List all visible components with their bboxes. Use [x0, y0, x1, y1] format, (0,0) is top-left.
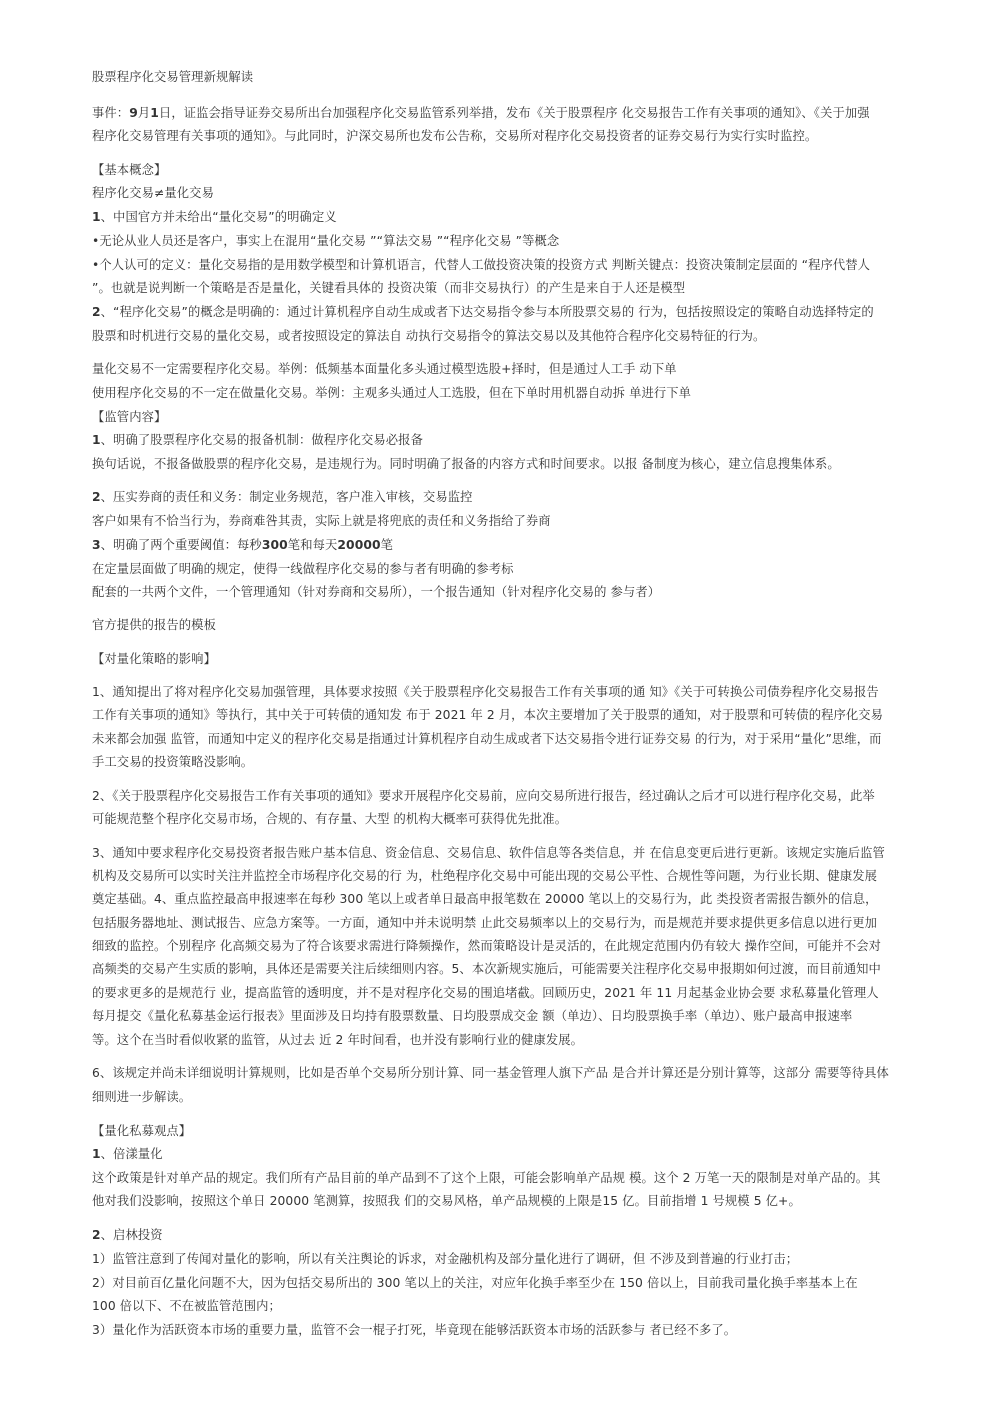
item-number: 3	[92, 538, 101, 552]
view-1-name	[92, 1145, 163, 1163]
item-number: 1	[92, 210, 101, 224]
view-2-line-2: 2）对目前百亿量化问题不大，因为包括交易所出的 300 笔以上的关注，对应年化换手率至少在 150 倍以上，目前我司量化换手率基本上在	[92, 1276, 858, 1290]
paragraph-line: 工作有关事项的通知》等执行，其中关于可转债的通知发 布于 2021 年 2 月，本次主要增加了关于股票的通知，对于股票和可转债的程序化交易	[92, 708, 884, 722]
event-line-2: 程序化交易管理有关事项的通知》。与此同时，沪深交易所也发布公告称，交易所对程序化交易投资者的证券交易行为实行实时监控。	[92, 129, 818, 143]
concept-item-2-line-1	[92, 303, 874, 321]
view-2-name	[92, 1226, 163, 1244]
event-text: 日，证监会指导证券交易所出台加强程序化交易监管系列举措，发布《关于股票程序 化交易报告工作有关事项的通知》、《关于加强	[158, 106, 870, 120]
supervision-item-1	[92, 431, 423, 449]
paragraph-line: 细致的监控。个别程序 化高频交易为了符合该要求需进行降频操作，然而策略设计是灵活的，在此规定范围内仍有较大 操作空间，可能并不会对	[92, 939, 882, 953]
concept-item-2-line-2: 股票和时机进行交易的量化交易，或者按照设定的算法自 动执行交易指令的算法交易以及其他符合程序化交易特征的行为。	[92, 329, 766, 343]
supervision-item-3	[92, 536, 393, 554]
item-text: 、中国官方并未给出“量化交易”的明确定义	[100, 210, 337, 224]
event-date-month: 9	[129, 106, 138, 120]
supervision-item-3-desc: 在定量层面做了明确的规定，使得一线做程序化交易的参与者有明确的参考标	[92, 562, 514, 576]
section-heading-supervision: 【监管内容】	[92, 410, 167, 424]
event-line-1	[92, 104, 870, 122]
paragraph-line: 的要求更多的是规范行 业，提高监管的透明度，并不是对程序化交易的围追堵截。回顾历史，2021 年 11 月起基金业协会要 求私募量化管理人	[92, 986, 879, 1000]
item-number: 1	[92, 433, 101, 447]
supervision-item-1-desc: 换句话说，不报备做股票的程序化交易，是违规行为。同时明确了报备的内容方式和时间要求。以报 备制度为核心，建立信息搜集体系。	[92, 457, 840, 471]
paragraph-line: 2、《关于股票程序化交易报告工作有关事项的通知》要求开展程序化交易前，应向交易所进行报告，经过确认之后才可以进行程序化交易，此举	[92, 789, 875, 803]
item-text: 、启林投资	[100, 1228, 163, 1242]
item-text: 、倍漾量化	[100, 1147, 163, 1161]
section-heading-views: 【量化私募观点】	[92, 1124, 192, 1138]
item-number: 2	[92, 490, 101, 504]
event-text: 月	[137, 106, 151, 120]
concept-bullet-2-line-2: ”。也就是说判断一个策略是否是量化，关键看具体的 投资决策（而非交易执行）的产生是来自于人还是模型	[92, 281, 686, 295]
concept-item-1	[92, 208, 337, 226]
item-number: 1	[92, 1147, 101, 1161]
concept-bullet-1: •无论从业人员还是客户，事实上在混用“量化交易 ”“算法交易 ”“程序化交易 ”等概念	[92, 234, 560, 248]
paragraph-line: 每月提交《量化私募基金运行报表》里面涉及日均持有股票数量、日均股票成交金 额（单边）、日均股票换手率（单边）、账户最高申报速率	[92, 1009, 853, 1023]
supervision-docs: 配套的一共两个文件，一个管理通知（针对券商和交易所），一个报告通知（针对程序化交易的 参与者）	[92, 585, 661, 599]
paragraph-line: 等。这个在当时看似收紧的监管，从过去 近 2 年时间看，也并没有影响行业的健康发展。	[92, 1033, 584, 1047]
item-text: 笔	[380, 538, 394, 552]
concept-bullet-2-line-1: •个人认可的定义：量化交易指的是用数学模型和计算机语言，代替人工做投资决策的投资方式 判断关键点：投资决策制定层面的 “程序代替人	[92, 258, 871, 272]
paragraph-line: 细则进一步解读。	[92, 1090, 192, 1104]
section-heading-concepts: 【基本概念】	[92, 163, 167, 177]
item-text: 、明确了股票程序化交易的报备机制：做程序化交易必报备	[100, 433, 423, 447]
paragraph-line: 手工交易的投资策略没影响。	[92, 755, 254, 769]
event-label: 事件：	[92, 106, 130, 120]
item-text: 、明确了两个重要阈值：每秒	[100, 538, 262, 552]
view-2-line-1: 1）监管注意到了传闻对量化的影响，所以有关注舆论的诉求，对金融机构及部分量化进行了调研，但 不涉及到普遍的行业打击；	[92, 1252, 799, 1266]
section-heading-impact: 【对量化策略的影响】	[92, 652, 216, 666]
view-1-line-2: 他对我们没影响，按照这个单日 20000 笔测算，按照我 们的交易风格，单产品规模的上限是15 亿。目前指增 1 号规模 5 亿+。	[92, 1194, 801, 1208]
item-number: 2	[92, 1228, 101, 1242]
paragraph-line: 未来都会加强 监管，而通知中定义的程序化交易是指通过计算机程序自动生成或者下达交易指令进行证券交易 的行为，对于采用“量化”思维，而	[92, 732, 882, 746]
item-text: 、“程序化交易”的概念是明确的：通过计算机程序自动生成或者下达交易指令参与本所股票交易的 行为，包括按照设定的策略自动选择特定的	[100, 305, 874, 319]
paragraph-line: 奠定基础。4、重点监控最高申报速率在每秒 300 笔以上或者单日最高申报笔数在 20000 笔以上的交易行为，此 类投资者需报告额外的信息，	[92, 892, 878, 906]
supervision-item-2-desc: 客户如果有不恰当行为，券商难咎其责，实际上就是将兜底的责任和义务指给了券商	[92, 514, 551, 528]
paragraph-line: 机构及交易所可以实时关注并监控全市场程序化交易的行 为，杜绝程序化交易中可能出现的交易公平性、合规性等问题，为行业长期、健康发展	[92, 869, 878, 883]
paragraph-line: 包括服务器地址、测试报告、应急方案等。一方面，通知中并未说明禁 止此交易频率以上的交易行为，而是规范并要求提供更多信息以进行更加	[92, 916, 878, 930]
view-1-line-1: 这个政策是针对单产品的规定。我们所有产品目前的单产品到不了这个上限，可能会影响单产品规 模。这个 2 万笔一天的限制是对单产品的。其	[92, 1171, 881, 1185]
paragraph-line: 高频类的交易产生实质的影响，具体还是需要关注后续细则内容。5、本次新规实施后，可能需要关注程序化交易申报期如何过渡，而目前通知中	[92, 962, 881, 976]
document-title: 股票程序化交易管理新规解读	[92, 70, 254, 84]
item-text: 、压实券商的责任和义务：制定业务规范，客户准入审核，交易监控	[100, 490, 473, 504]
paragraph-line: 1、通知提出了将对程序化交易加强管理，具体要求按照《关于股票程序化交易报告工作有关事项的通 知》《关于可转换公司债券程序化交易报告	[92, 685, 879, 699]
concept-example-2: 使用程序化交易的不一定在做量化交易。举例：主观多头通过人工选股，但在下单时用机器自动拆 单进行下单	[92, 386, 692, 400]
item-text: 笔和每天	[287, 538, 338, 552]
paragraph-line: 3、通知中要求程序化交易投资者报告账户基本信息、资金信息、交易信息、软件信息等各类信息，并 在信息变更后进行更新。该规定实施后监管	[92, 846, 885, 860]
paragraph-line: 6、该规定并尚未详细说明计算规则，比如是否单个交易所分别计算、同一基金管理人旗下产品 是合并计算还是分别计算等，这部分 需要等待具体	[92, 1066, 889, 1080]
report-template-label: 官方提供的报告的模板	[92, 618, 216, 632]
item-number: 2	[92, 305, 101, 319]
threshold-per-second: 300	[261, 538, 288, 552]
threshold-per-day: 20000	[337, 538, 381, 552]
view-2-line-3: 100 倍以下、不在被监管范围内；	[92, 1299, 281, 1313]
event-date-day: 1	[150, 106, 159, 120]
concept-example-1: 量化交易不一定需要程序化交易。举例：低频基本面量化多头通过模型选股+择时，但是通过人工手 动下单	[92, 362, 677, 376]
concepts-subheading: 程序化交易≠量化交易	[92, 186, 214, 200]
paragraph-line: 可能规范整个程序化交易市场，合规的、有存量、大型 的机构大概率可获得优先批准。	[92, 812, 568, 826]
supervision-item-2	[92, 488, 473, 506]
view-2-line-4: 3）量化作为活跃资本市场的重要力量，监管不会一棍子打死，毕竟现在能够活跃资本市场的活跃参与 者已经不多了。	[92, 1323, 737, 1337]
